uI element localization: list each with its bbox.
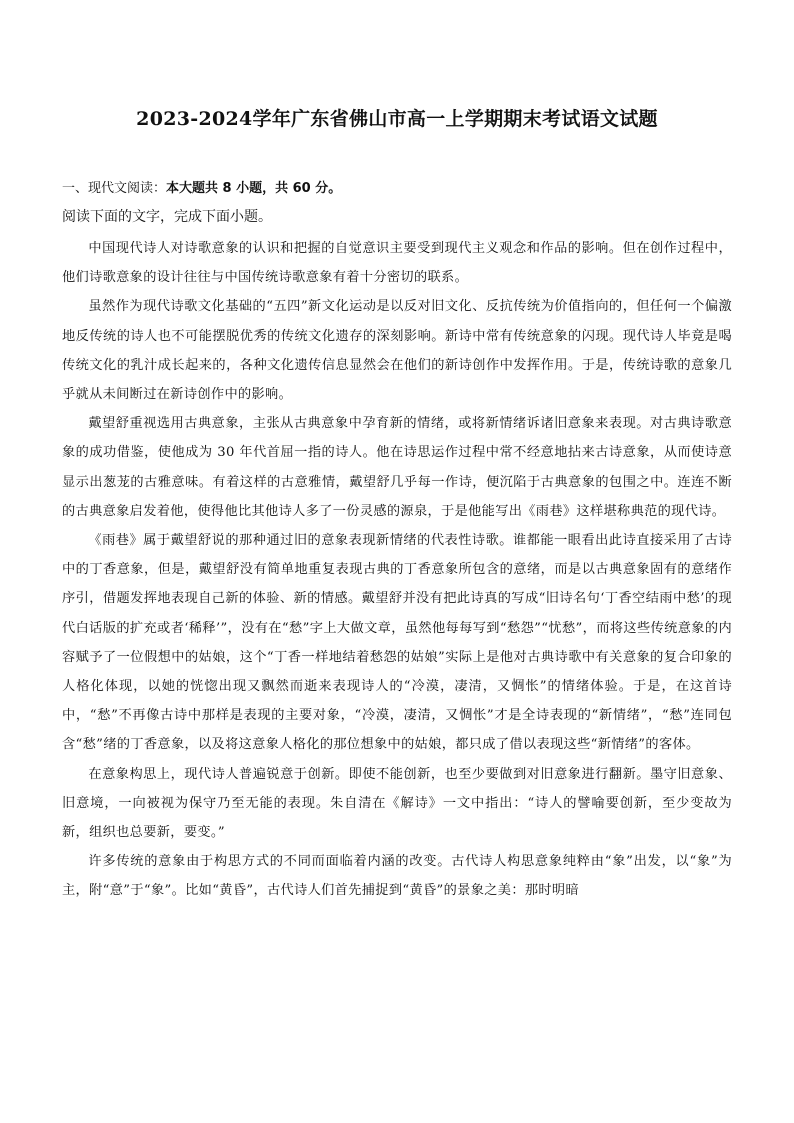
section-heading-detail: 本大题共 8 小题，共 60 分。 bbox=[166, 181, 342, 196]
reading-passage bbox=[62, 234, 732, 906]
section-heading bbox=[62, 177, 341, 196]
document-title: 2023-2024学年广东省佛山市高一上学期期末考试语文试题 bbox=[136, 108, 658, 130]
reading-instruction: 阅读下面的文字，完成下面小题。 bbox=[62, 209, 272, 225]
passage-paragraph-5: 在意象构思上，现代诗人普遍锐意于创新。即使不能创新，也至少要做到对旧意象进行翻新。墨守旧意象、旧意境，一向被视为保守乃至无能的表现。朱自清在《解诗》一文中指出：“诗人的譬喻要创新，至少变故为新，组织也总要新，要变。” bbox=[62, 766, 732, 841]
section-heading-prefix: 一、现代文阅读： bbox=[62, 181, 167, 196]
passage-paragraph-6: 许多传统的意象由于构思方式的不同而面临着内涵的改变。古代诗人构思意象纯粹由“象”出发，以“象”为主，附“意”于“象”。比如“黄昏”，古代诗人们首先捕捉到“黄昏”的景象之美：那时明暗 bbox=[62, 854, 732, 899]
passage-paragraph-1: 中国现代诗人对诗歌意象的认识和把握的自觉意识主要受到现代主义观念和作品的影响。但在创作过程中，他们诗歌意象的设计往往与中国传统诗歌意象有着十分密切的联系。 bbox=[62, 241, 732, 286]
passage-paragraph-4: 《雨巷》属于戴望舒说的那种通过旧的意象表现新情绪的代表性诗歌。谁都能一眼看出此诗直接采用了古诗中的丁香意象，但是，戴望舒没有简单地重复表现古典的丁香意象所包含的意绪，而是以古典意象固有的意绪作序引，借题发挥地表现自己新的体验、新的情感。戴望舒并没有把此诗真的写成“旧诗名句‘丁香空结雨中愁’的现代白话版的扩充或者‘稀释’”，没有在“愁”字上大做文章，虽然他每每写到“愁怨”“忧愁”，而将这些传统意象的内容赋予了一位假想中的姑娘，这个“丁香一样地结着愁怨的姑娘”实际上是他对古典诗歌中有关意象的复合印象的人格化体现，以她的恍惚出现又飘然而逝来表现诗人的“冷漠，凄清，又惆怅”的情绪体验。于是，在这首诗中，“愁”不再像古诗中那样是表现的主要对象，“冷漠，凄清，又惆怅”才是全诗表现的“新情绪”，“愁”连同包含“愁”绪的丁香意象，以及将这意象人格化的那位想象中的姑娘，都只成了借以表现这些“新情绪”的客体。 bbox=[62, 533, 732, 753]
passage-paragraph-2: 虽然作为现代诗歌文化基础的“五四”新文化运动是以反对旧文化、反抗传统为价值指向的，但任何一个偏激地反传统的诗人也不可能摆脱优秀的传统文化遗存的深刻影响。新诗中常有传统意象的闪现。现代诗人毕竟是喝传统文化的乳汁成长起来的，各种文化遗传信息显然会在他们的新诗创作中发挥作用。于是，传统诗歌的意象几乎就从未间断过在新诗创作中的影响。 bbox=[62, 299, 732, 403]
passage-paragraph-3: 戴望舒重视选用古典意象，主张从古典意象中孕育新的情绪，或将新情绪诉诸旧意象来表现。对古典诗歌意象的成功借鉴，使他成为 30 年代首屈一指的诗人。他在诗思运作过程中常不经意地拈来古诗意象，从而使诗意显示出葱茏的古雅意味。有着这样的古意雅情，戴望舒几乎每一作诗，便沉陷于古典意象的包围之中。连连不断的古典意象启发着他，使得他比其他诗人多了一份灵感的源泉，于是他能写出《雨巷》这样堪称典范的现代诗。 bbox=[62, 416, 732, 519]
